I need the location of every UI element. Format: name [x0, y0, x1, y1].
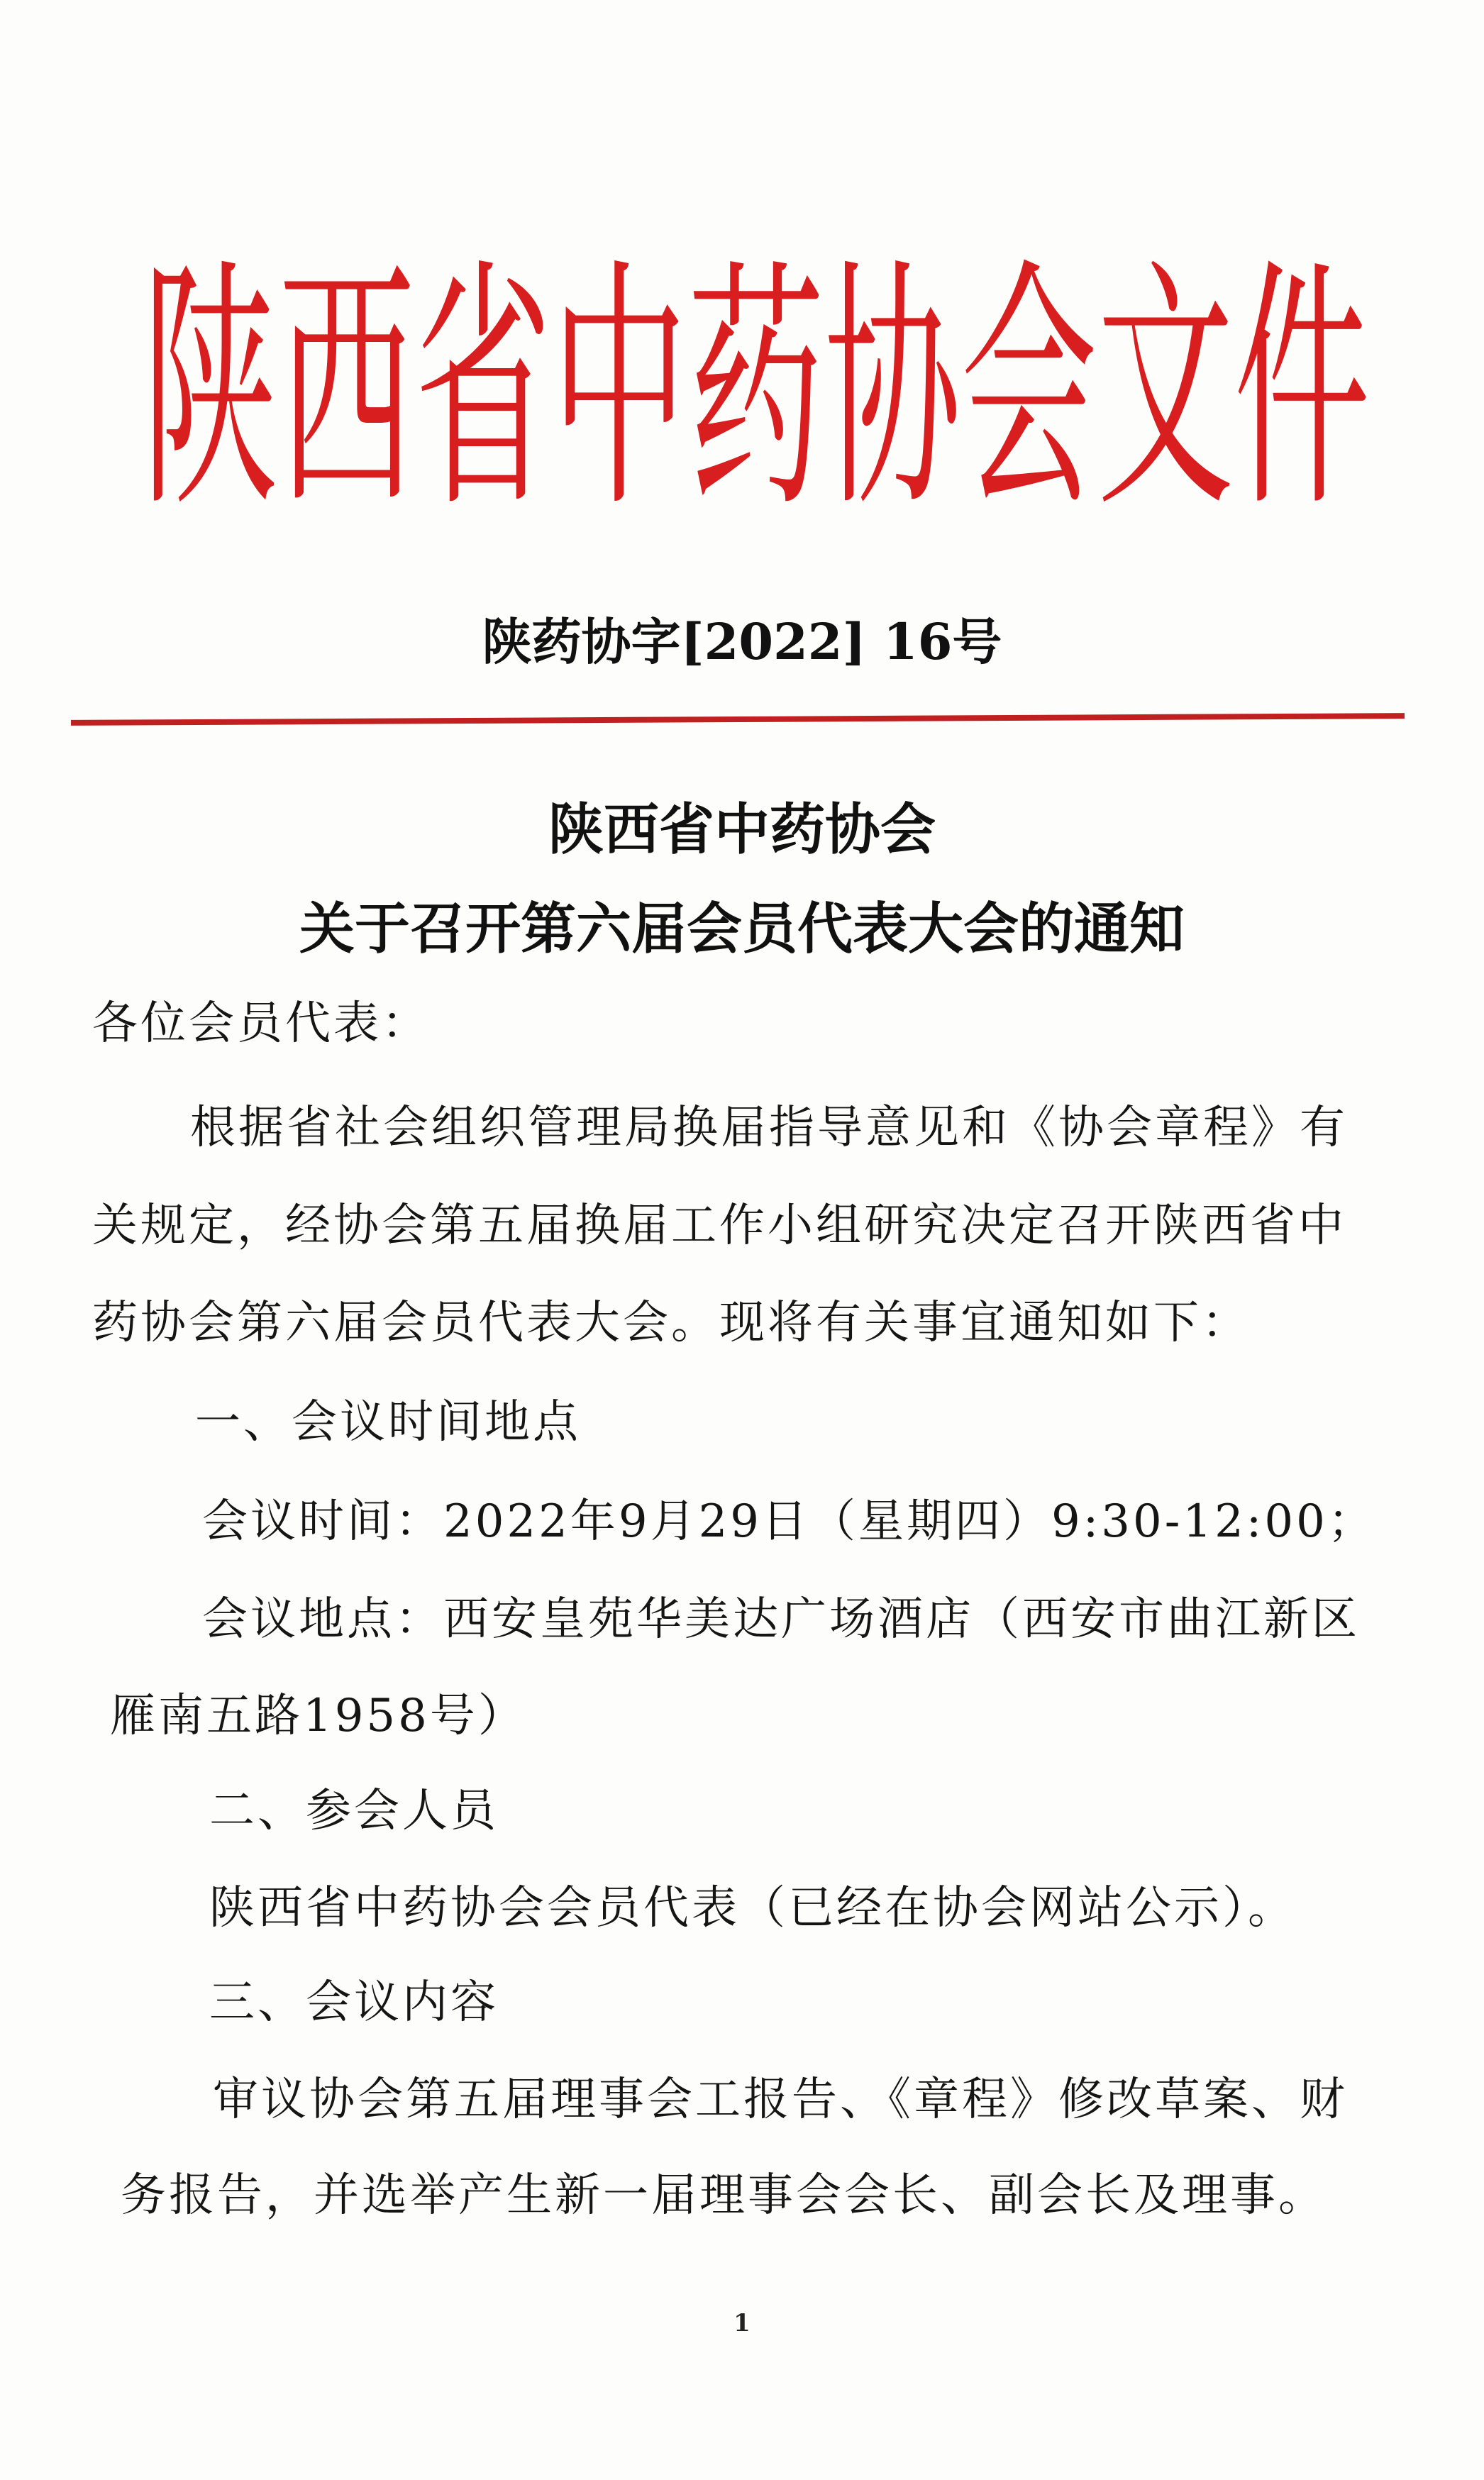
section-1-heading: 一、会议时间地点	[195, 1396, 581, 1449]
intro-line-2: 关规定，经协会第五届换届工作小组研究决定召开陕西省中	[92, 1200, 1346, 1252]
red-divider-line	[71, 713, 1405, 726]
notice-title-line-2: 关于召开第六届会员代表大会的通知	[299, 897, 1185, 961]
document-number: 陕药协字[2022] 16号	[482, 612, 1002, 671]
notice-title-line-1: 陕西省中药协会	[548, 798, 936, 862]
meeting-place-line-2: 雁南五路1958号）	[110, 1690, 526, 1742]
attendees-line: 陕西省中药协会会员代表（已经在协会网站公示）。	[209, 1882, 1296, 1934]
intro-line-1: 根据省社会组织管理局换届指导意见和《协会章程》有	[190, 1102, 1348, 1154]
meeting-place-line-1: 会议地点：西安皇苑华美达广场酒店（西安市曲江新区	[202, 1593, 1360, 1646]
salutation: 各位会员代表：	[92, 997, 430, 1050]
masthead-title: 陕西省中药协会文件	[142, 238, 1371, 543]
section-3-heading: 三、会议内容	[209, 1976, 499, 2029]
section-2-heading: 二、参会人员	[209, 1785, 499, 1837]
content-line-1: 审议协会第五届理事会工报告、《章程》修改草案、财	[213, 2074, 1348, 2126]
meeting-time: 会议时间：2022年9月29日（星期四）9:30-12:00；	[202, 1495, 1376, 1548]
content-line-2: 务报告，并选举产生新一届理事会会长、副会长及理事。	[121, 2169, 1327, 2222]
intro-line-3: 药协会第六届会员代表大会。现将有关事宜通知如下：	[92, 1297, 1250, 1349]
page-number: 1	[733, 2309, 751, 2337]
